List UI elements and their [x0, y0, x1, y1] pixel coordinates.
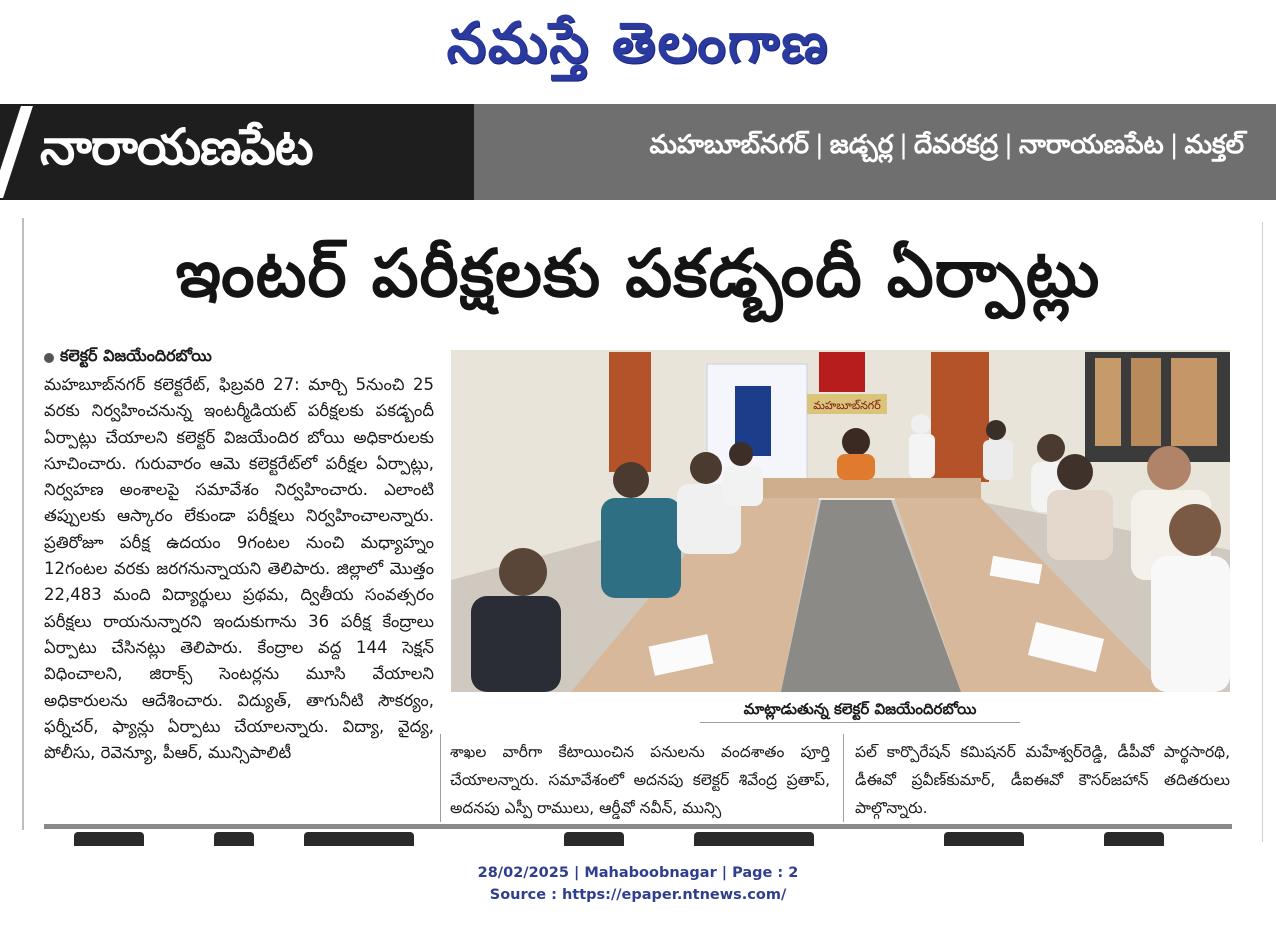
photo-sign-text: మహబూబ్‌నగర్ [813, 399, 881, 412]
photo-person-head [986, 420, 1006, 440]
cut-glyph [214, 832, 254, 846]
edition-link-narayanapet[interactable]: నారాయణపేట [1018, 130, 1164, 160]
photo-person-body [1151, 556, 1230, 692]
photo-window-pane [1095, 358, 1121, 446]
edition-link-mahabubnagar[interactable]: మహబూబ్‌నగర్ [649, 130, 810, 160]
photo-caption: మాట్లాడుతున్న కలెక్టర్ విజయేందిరబోయి [700, 696, 1020, 723]
article-column-2: శాఖల వారీగా కేటాయించిన పనులను వందశాతం పూర్తి చేయాలన్నారు. సమావేశంలో అదనపు కలెక్టర్ శివేంద్ర ప్రతాప్, అదనపు ఎస్పీ రాములు, ఆర్డీవో నవీన్, మున్సి [450, 743, 830, 817]
photo-person-body [983, 440, 1013, 480]
photo-person-collector-head [842, 428, 870, 456]
cut-glyph [304, 832, 414, 846]
photo-door-right [931, 352, 989, 482]
newspaper-title: నమస్తే తెలంగాణ [446, 10, 830, 76]
page-footer [0, 862, 1276, 906]
separator: | [815, 130, 824, 160]
edition-links [649, 130, 1244, 166]
photo-person-body [471, 596, 561, 692]
separator: | [899, 130, 908, 160]
article-column-3: పల్ కార్పొరేషన్ కమిషనర్ మహేశ్వర్‌రెడ్డి, డీపీవో పార్థసారథి, డీఈవో ప్రవీణ్‌కుమార్, డీఐఈవో కౌసర్‌జహాన్ తదితరులు పాల్గొన్నారు. [855, 743, 1230, 817]
separator: | [1169, 130, 1179, 160]
article-column-1: మహబూబ్‌నగర్ కలెక్టరేట్, ఫిబ్రవరి 27: మార్చి 5నుంచి 25 వరకు నిర్వహించనున్న ఇంటర్మీడియట్ పరీక్షలకు పకడ్బందీ ఏర్పాట్లు చేయాలని కలెక్టర్ విజయేందిర బోయి అధికారులకు సూచించారు. గురువారం ఆమె కలెక్టరేట్‌లో పరీక్షల ఏర్పాట్లు, నిర్వహణ అంశాలపై సమావేశం నిర్వహించారు. ఎలాంటి తప్పులకు ఆస్కారం లేకుండా పరీక్షలు నిర్వహించాలన్నారు. ప్రతిరోజూ పరీక్ష ఉదయం 9గంటల నుంచి మధ్యాహ్నం 12గంటల వరకు జరగనున్నాయని తెలిపారు. జిల్లాలో మొత్తం 22,483 మంది విద్యార్థులు ప్రథమ, ద్వితీయ సంవత్సరం పరీక్షలు రాయనున్నారని ఇందుకుగాను 36 పరీక్ష కేంద్రాలు ఏర్పాటు చేసినట్లు తెలిపారు. కేంద్రాల వద్ద 144 సెక్షన్ విధించాలని, జిరాక్స్ సెంటర్లను మూసి వేయాలని అధికారులను ఆదేశించారు. విద్యుత్, తాగునీటి సౌకర్యం, ఫర్నీచర్, ఫ్యాన్లు ఏర్పాటు చేయాలన్నారు. విద్యా, వైద్య, పోలీసు, రెవెన్యూ, పీఆర్, మున్సిపాలిటీ [44, 375, 434, 763]
photo-person-head [690, 452, 722, 484]
masthead [0, 0, 1276, 100]
photo-person-body [601, 498, 681, 598]
photo-person-collector-body [837, 454, 875, 480]
edition-link-devarakadra[interactable]: దేవరకద్ర [913, 130, 999, 160]
column-divider [843, 734, 844, 822]
cut-glyph [1104, 832, 1164, 846]
edition-link-makthal[interactable]: మక్తల్ [1184, 130, 1244, 160]
photo-person-head [613, 462, 649, 498]
bullet-icon [44, 353, 54, 363]
adjacent-page-edge [1262, 222, 1276, 842]
cut-glyph [944, 832, 1024, 846]
photo-person-head [729, 442, 753, 466]
photo-person-body [1047, 490, 1113, 560]
separator: | [1004, 130, 1013, 160]
meeting-photo-illustration [451, 350, 1230, 692]
cut-glyph [694, 832, 814, 846]
photo-window-pane [1131, 358, 1161, 446]
photo-person-head [1037, 434, 1065, 462]
column-divider [440, 734, 441, 822]
photo-door [609, 352, 651, 472]
edition-banner [0, 104, 1276, 200]
photo-head-table [751, 478, 981, 498]
article-byline [44, 346, 212, 369]
photo-person-head [499, 548, 547, 596]
byline-text: కలెక్టర్ విజయేందిరబోయి [60, 346, 212, 365]
edition-title: నారాయణపేట [40, 118, 313, 176]
photo-person-head [1147, 446, 1191, 490]
footer-source-line[interactable]: Source : https://epaper.ntnews.com/ [489, 887, 787, 903]
edition-name-block [0, 104, 474, 200]
next-headline-cut-off [44, 830, 1232, 846]
photo-window-pane [1171, 358, 1217, 446]
article-photo [451, 350, 1230, 692]
cut-glyph [564, 832, 624, 846]
photo-person-head [911, 414, 931, 434]
photo-person-head [1169, 504, 1221, 556]
photo-person-body [723, 466, 763, 506]
slash-decoration [0, 106, 33, 198]
photo-person-head [1057, 454, 1093, 490]
bottom-rule [44, 824, 1232, 829]
article-headline: ఇంటర్ పరీక్షలకు పకడ్బందీ ఏర్పాట్లు [175, 234, 1101, 312]
cut-glyph [74, 832, 144, 846]
edition-link-jadcherla[interactable]: జడ్చర్ల [829, 130, 894, 160]
photo-person-body [909, 434, 935, 478]
photo-emblem [819, 352, 865, 392]
footer-date-line: 28/02/2025 | Mahaboobnagar | Page : 2 [477, 865, 799, 881]
